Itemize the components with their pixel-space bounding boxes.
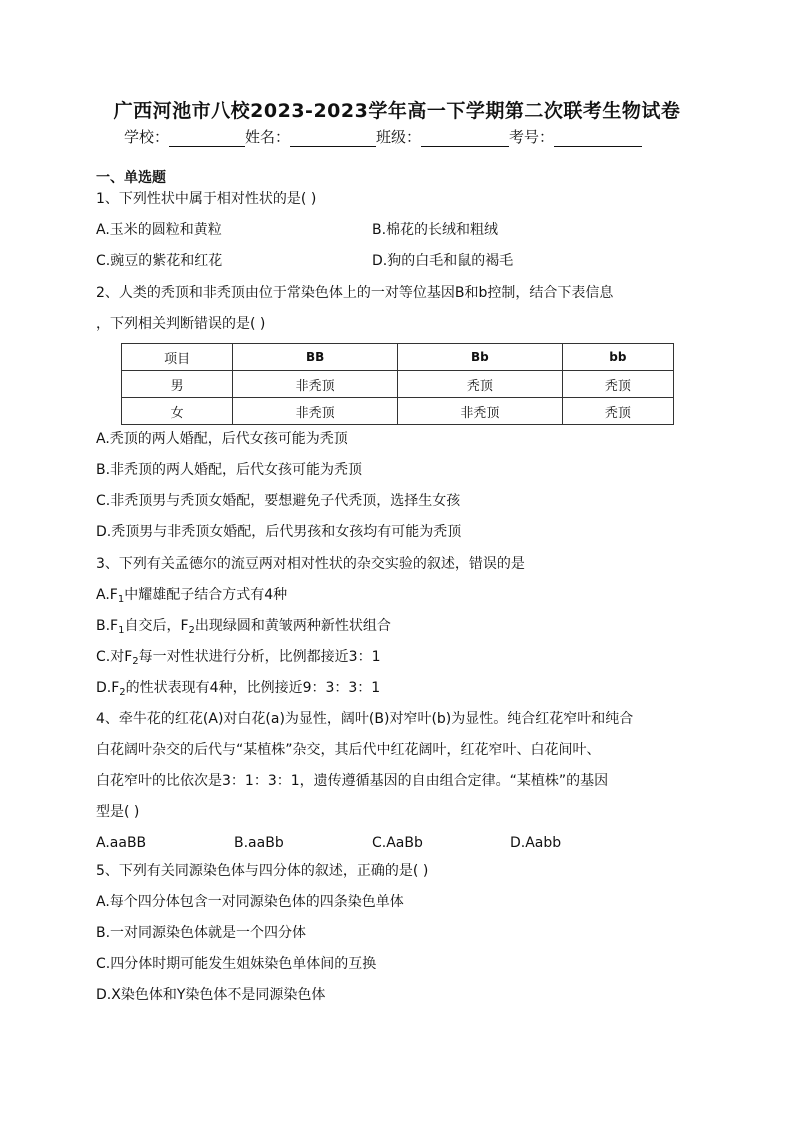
q4-option-c[interactable]: C.AaBb	[372, 835, 423, 851]
q5-option-d[interactable]: D.X染色体和Y染色体不是同源染色体	[96, 987, 326, 1003]
table-header-row	[122, 344, 674, 371]
exam-no-blank[interactable]	[554, 130, 642, 147]
q3-option-d[interactable]	[96, 679, 380, 697]
page-title: 广西河池市八校2023-2023学年高一下学期第二次联考生物试卷	[113, 100, 681, 122]
q4-option-b[interactable]: B.aaBb	[234, 835, 284, 851]
table-cell: 非秃顶	[397, 398, 562, 425]
exam-no-label: 考号：	[509, 128, 555, 146]
table-cell: 男	[122, 371, 233, 398]
table-cell: 秃顶	[397, 371, 562, 398]
q3-b-text-mid: 自交后，F	[124, 618, 189, 634]
q2-option-d[interactable]: D.秃顶男与非秃顶女婚配，后代男孩和女孩均有可能为秃顶	[96, 524, 462, 540]
table-cell: 非秃顶	[233, 398, 398, 425]
class-blank[interactable]	[421, 130, 509, 147]
q4-option-d[interactable]: D.Aabb	[510, 835, 562, 851]
q2-option-b[interactable]: B.非秃顶的两人婚配，后代女孩可能为秃顶	[96, 462, 363, 478]
table-header-cell: bb	[562, 344, 673, 371]
table-cell: 非秃顶	[233, 371, 398, 398]
q3-c-text-rest: 每一对性状进行分析，比例都接近3：1	[138, 649, 381, 665]
student-info-line	[124, 126, 642, 147]
q2-option-c[interactable]: C.非秃顶男与秃顶女婚配，要想避免子代秃顶，选择生女孩	[96, 493, 461, 509]
subscript: 2	[132, 656, 139, 667]
name-label: 姓名：	[245, 128, 291, 146]
q4-stem-line1: 4、牵牛花的红花(A)对白花(a)为显性，阔叶(B)对窄叶(b)为显性。纯合红花窄叶和纯合	[96, 711, 634, 727]
school-label: 学校：	[124, 128, 170, 146]
q1-option-a[interactable]: A.玉米的圆粒和黄粒	[96, 222, 222, 238]
q3-b-text-rest: 出现绿圆和黄皱两种新性状组合	[194, 618, 391, 634]
name-blank[interactable]	[290, 130, 376, 147]
q2-stem-line1: 2、人类的秃顶和非秃顶由位于常染色体上的一对等位基因B和b控制，结合下表信息	[96, 285, 614, 301]
q4-option-a[interactable]: A.aaBB	[96, 835, 147, 851]
table-header-cell: BB	[233, 344, 398, 371]
q1-option-c[interactable]: C.豌豆的紫花和红花	[96, 253, 223, 269]
q3-b-text: B.F	[96, 618, 119, 634]
table-header-cell: Bb	[397, 344, 562, 371]
table-row	[122, 371, 674, 398]
school-blank[interactable]	[169, 130, 245, 147]
q3-option-a[interactable]	[96, 586, 287, 604]
class-label: 班级：	[376, 128, 422, 146]
q1-option-d[interactable]: D.狗的白毛和鼠的褐毛	[372, 253, 514, 269]
table-cell: 女	[122, 398, 233, 425]
q4-stem-line3: 白花窄叶的比依次是3：1：3：1，遗传遵循基因的自由组合定律。“某植株”的基因	[96, 773, 609, 789]
q5-option-b[interactable]: B.一对同源染色体就是一个四分体	[96, 925, 307, 941]
q2-stem-line2: ，下列相关判断错误的是( )	[96, 316, 266, 332]
q3-c-text: C.对F	[96, 649, 133, 665]
q4-stem-line2: 白花阔叶杂交的后代与“某植株”杂交，其后代中红花阔叶，红花窄叶、白花间叶、	[96, 742, 601, 758]
q2-option-a[interactable]: A.秃顶的两人婚配，后代女孩可能为秃顶	[96, 431, 348, 447]
genotype-table	[121, 343, 674, 425]
subscript: 1	[117, 594, 125, 605]
q3-stem: 3、下列有关孟德尔的流豆两对相对性状的杂交实验的叙述，错误的是	[96, 556, 525, 572]
subscript: 1	[118, 625, 125, 636]
table-cell: 秃顶	[562, 371, 673, 398]
q3-d-text-rest: 的性状表现有4种，比例接近9：3：3：1	[125, 680, 381, 696]
table-header-cell: 项目	[122, 344, 233, 371]
subscript: 2	[119, 687, 126, 698]
q3-option-b[interactable]	[96, 617, 391, 635]
q1-stem: 1、下列性状中属于相对性状的是( )	[96, 191, 317, 207]
table-cell: 秃顶	[562, 398, 673, 425]
q1-option-b[interactable]: B.棉花的长绒和粗绒	[372, 222, 499, 238]
subscript: 2	[188, 625, 195, 636]
q5-option-a[interactable]: A.每个四分体包含一对同源染色体的四条染色单体	[96, 894, 404, 910]
section-heading: 一、单选题	[96, 170, 166, 186]
q5-stem: 5、下列有关同源染色体与四分体的叙述，正确的是( )	[96, 863, 429, 879]
q3-d-text: D.F	[96, 680, 120, 696]
q3-a-text-rest: 中耀雄配子结合方式有4种	[124, 587, 288, 603]
q3-option-c[interactable]	[96, 648, 380, 666]
q3-a-text: A.F	[96, 587, 118, 603]
q4-stem-line4: 型是( )	[96, 804, 140, 820]
q5-option-c[interactable]: C.四分体时期可能发生姐妹染色单体间的互换	[96, 956, 377, 972]
table-row	[122, 398, 674, 425]
